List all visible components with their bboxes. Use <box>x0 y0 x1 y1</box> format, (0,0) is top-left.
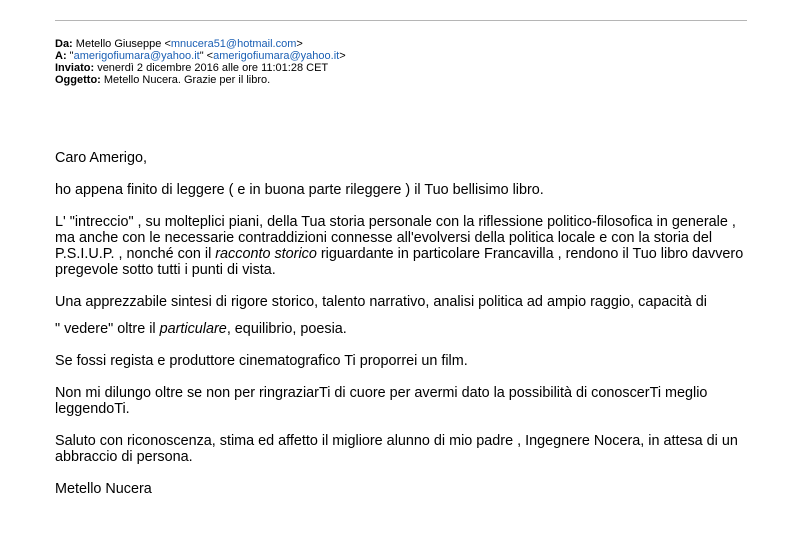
paragraph-4 <box>55 321 755 337</box>
to-row: A: "amerigofiumara@yahoo.it" <amerigofiumara@yahoo.it> <box>55 50 346 62</box>
to-label: A: <box>55 50 67 62</box>
paragraph-4-text-b: , equilibrio, poesia. <box>226 321 347 337</box>
paragraph-2 <box>55 214 755 278</box>
message-body <box>55 150 755 513</box>
email-header <box>55 38 346 86</box>
top-divider <box>55 20 747 21</box>
from-label: Da: <box>55 38 73 50</box>
paragraph-2-italic: racconto storico <box>215 246 317 262</box>
paragraph-4-text-a: " vedere" oltre il <box>55 321 160 337</box>
from-name: Metello Giuseppe <box>75 38 162 50</box>
paragraph-2-text-a: L' "intreccio" , su molteplici piani, della Tua storia personale con la riflessione politico-filosofica in generale , ma anche con le necessarie contraddizioni connesse all'evolversi della politica locale e con la storia del P.S.I.U.P. , nonché con il <box>55 214 736 262</box>
paragraph-6: Non mi dilungo oltre se non per ringraziarTi di cuore per avermi dato la possibilità di conoscerTi meglio leggendoTi. <box>55 385 708 417</box>
signature: Metello Nucera <box>55 481 152 497</box>
from-row: Da: Metello Giuseppe <mnucera51@hotmail.com> <box>55 38 303 50</box>
to-email-link[interactable]: amerigofiumara@yahoo.it <box>213 50 340 62</box>
paragraph-1: ho appena finito di leggere ( e in buona parte rileggere ) il Tuo bellisimo libro. <box>55 182 544 198</box>
paragraph-5: Se fossi regista e produttore cinematografico Ti proporrei un film. <box>55 353 468 369</box>
subject-label: Oggetto: <box>55 74 101 86</box>
greeting: Caro Amerigo, <box>55 150 147 166</box>
to-name-link[interactable]: amerigofiumara@yahoo.it <box>73 50 200 62</box>
paragraph-3: Una apprezzabile sintesi di rigore storico, talento narrativo, analisi politica ad ampio raggio, capacità di <box>55 294 707 310</box>
sent-label: Inviato: <box>55 62 95 74</box>
paragraph-7: Saluto con riconoscenza, stima ed affetto il migliore alunno di mio padre , Ingegnere Nocera, in attesa di un abbraccio di persona. <box>55 433 738 465</box>
paragraph-2-text-b: riguardante in particolare Francavilla , rendono il Tuo libro davvero pregevole sotto tutti i punti di vista. <box>55 246 744 278</box>
paragraph-4-italic: particulare <box>159 321 227 337</box>
from-email-link[interactable]: mnucera51@hotmail.com <box>170 38 297 50</box>
subject-row <box>55 74 346 86</box>
sent-row <box>55 62 346 74</box>
sent-value: venerdì 2 dicembre 2016 alle ore 11:01:28 CET <box>97 62 329 74</box>
subject-value: Metello Nucera. Grazie per il libro. <box>103 74 271 86</box>
